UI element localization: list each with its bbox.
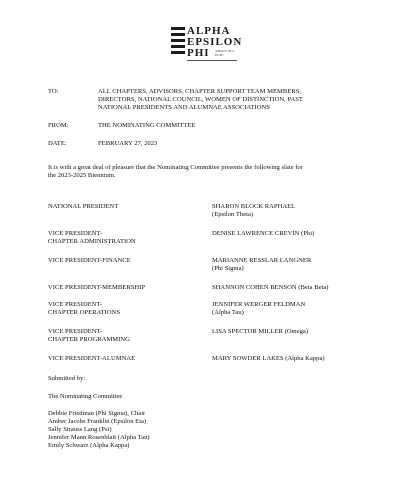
office-vp-finance: VICE PRESIDENT-FINANCE	[48, 257, 131, 264]
committee-member: Amber Jacobs Franklin (Epsilon Eta)	[48, 418, 147, 425]
office-vp-chapter-programming-line-1: VICE PRESIDENT-	[48, 328, 103, 335]
to-label: TO:	[48, 88, 59, 95]
submitted-by-label: Submitted by:	[48, 375, 86, 382]
to-line-3: NATIONAL PRESIDENTS AND ALUMNAE ASSOCIATIONS	[98, 104, 270, 111]
committee-member: Jennifer Mann Rosenblatt (Alpha Tau)	[48, 434, 150, 441]
office-vp-chapter-operations-line-1: VICE PRESIDENT-	[48, 301, 103, 308]
nominee-vp-alumnae: MARY SOWDER LAKES (Alpha Kappa)	[212, 355, 325, 362]
nominee-national-president-chapter: (Epsilon Theta)	[212, 211, 254, 218]
intro-line-1: It is with a great deal of pleasure that the Nominating Committee presents the following slate for	[48, 164, 303, 171]
intro-line-2: the 2023-2025 Biennium.	[48, 172, 116, 179]
date-value: FEBRUARY 27, 2023	[98, 140, 158, 147]
nominee-vp-chapter-administration: DENISE LAWRENCE CREVIN (Phi)	[212, 230, 315, 237]
nominee-vp-membership: SHANNON COHEN BENSON (Beta Beta)	[212, 284, 329, 291]
logo-line-3: PHI	[187, 47, 210, 59]
from-value: THE NOMINATING COMMITTEE	[98, 122, 196, 129]
logo-mark-icon	[171, 25, 185, 57]
committee-member: Debbie Friedman (Phi Sigma), Chair	[48, 410, 146, 417]
alpha-epsilon-phi-logo	[171, 25, 241, 71]
office-vp-alumnae: VICE PRESIDENT-ALUMNAE	[48, 355, 136, 362]
nominee-vp-finance: MARIANNE RESSLAR LANGNER	[212, 257, 312, 264]
committee-name: The Nominating Committee	[48, 393, 123, 400]
nominee-vp-chapter-programming: LISA SPECTOR MILLER (Omega)	[212, 328, 309, 335]
nominee-vp-chapter-operations: JENNIFER WERGER FELDMAN	[212, 301, 306, 308]
to-line-2: DIRECTORS, NATIONAL COUNCIL, WOMEN OF DISTINCTION, PAST	[98, 96, 303, 103]
committee-member: Sally Strauss Lang (Psi)	[48, 426, 112, 433]
logo-line-1: ALPHA	[187, 25, 231, 37]
committee-member: Emily Schwarz (Alpha Kappa)	[48, 442, 130, 449]
office-vp-chapter-programming-line-2: CHAPTER PROGRAMMING	[48, 336, 130, 343]
logo-line-2: EPSILON	[187, 36, 243, 48]
nominee-national-president: SHARON BLOCK RAPHAEL	[212, 203, 296, 210]
date-label: DATE:	[48, 140, 67, 147]
logo-rule	[187, 60, 237, 61]
nominee-vp-chapter-operations-chapter: (Alpha Tau)	[212, 309, 244, 316]
from-label: FROM:	[48, 122, 69, 129]
logo-tagline: ABOUT ALL ELSE	[215, 49, 235, 57]
nominee-vp-finance-chapter: (Phi Sigma)	[212, 265, 244, 272]
office-vp-membership: VICE PRESIDENT-MEMBERSHIP	[48, 284, 146, 291]
office-vp-chapter-administration-line-1: VICE PRESIDENT-	[48, 230, 103, 237]
office-vp-chapter-operations-line-2: CHAPTER OPERATIONS	[48, 309, 120, 316]
office-national-president: NATIONAL PRESIDENT	[48, 203, 119, 210]
to-line-1: ALL CHAPTERS, ADVISORS, CHAPTER SUPPORT TEAM MEMBERS,	[98, 88, 302, 95]
office-vp-chapter-administration-line-2: CHAPTER ADMINISTRATION	[48, 238, 136, 245]
